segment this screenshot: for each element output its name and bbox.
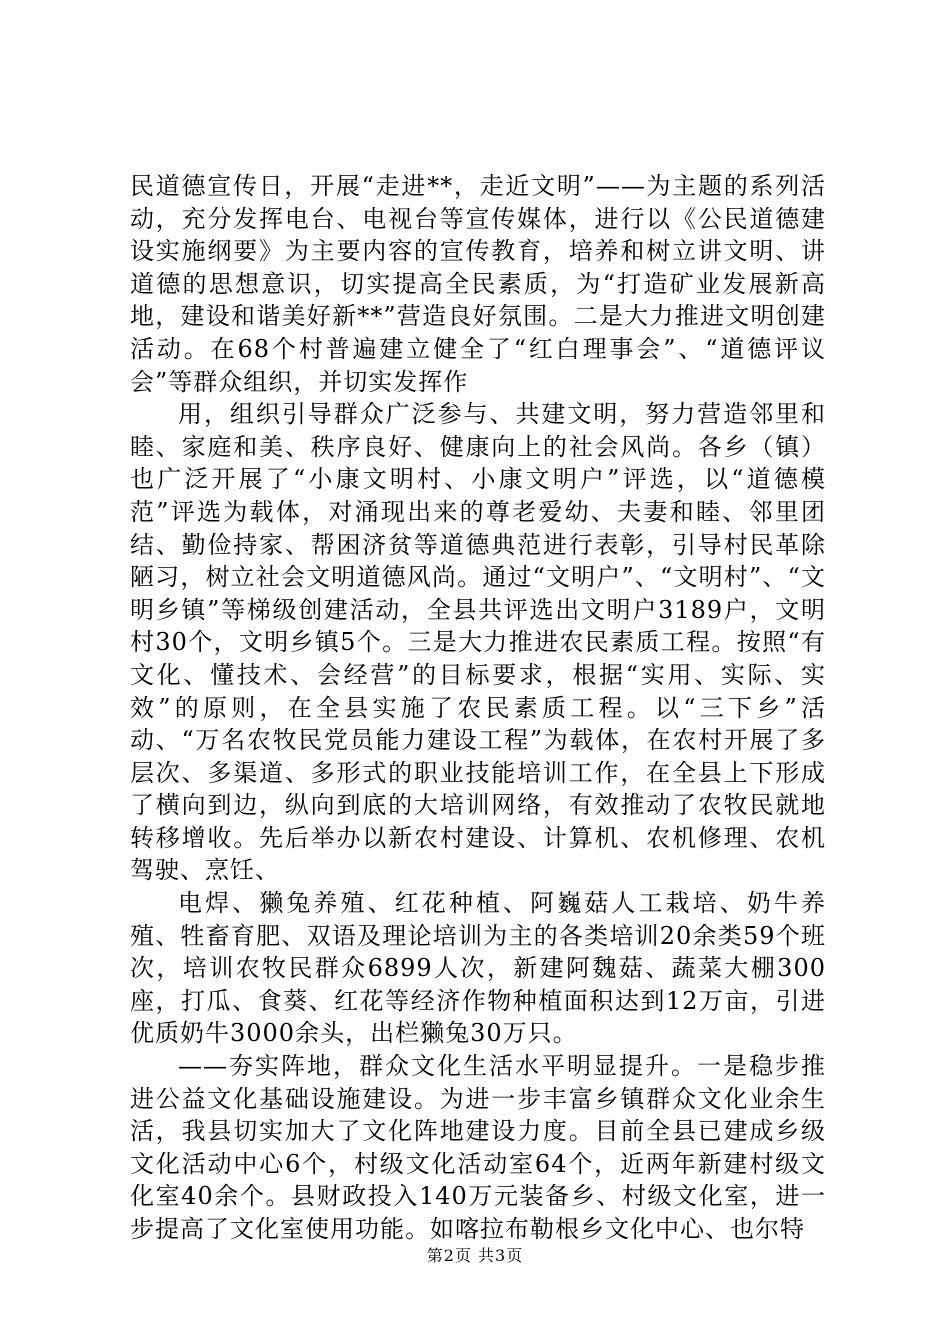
page-footer: 第2页 共3页 — [426, 1246, 524, 1265]
paragraph-4: ——夯实阵地，群众文化生活水平明显提升。一是稳步推进公益文化基础设施建设。为进一步丰富乡镇群众文化业余生活，我县切实加大了文化阵地建设力度。目前全县已建成乡级文化活动中心6个，村级文化活动室64个，近两年新建村级文化室40余个。县财政投入140万元装备乡、村级文化室，进一步提高了文化室使用功能。如喀拉布勒根乡文化中心、也尔特 — [130, 1052, 826, 1243]
paragraph-1: 民道德宣传日，开展“走进**，走近文明”——为主题的系列活动，充分发挥电台、电视台等宣传媒体，进行以《公民道德建设实施纲要》为主要内容的宣传教育，培养和树立讲文明、讲道德的思想意识，切实提高全民素质，为“打造矿业发展新高地，建设和谐美好新**”营造良好氛围。二是大力推进文明创建活动。在68个村普遍建立健全了“红白理事会”、“道德评议会”等群众组织，并切实发挥作 — [130, 172, 826, 396]
body-text — [130, 170, 826, 1246]
paragraph-3: 电焊、獭兔养殖、红花种植、阿巍菇人工栽培、奶牛养殖、牲畜育肥、双语及理论培训为主的各类培训20余类59个班次，培训农牧民群众6899人次，新建阿魏菇、蔬菜大棚300座，打瓜、食葵、红花等经济作物种植面积达到12万亩，引进优质奶牛3000余头，出栏獭兔30万只。 — [130, 889, 826, 1048]
paragraph-2: 用，组织引导群众广泛参与、共建文明，努力营造邻里和睦、家庭和美、秩序良好、健康向上的社会风尚。各乡（镇）也广泛开展了“小康文明村、小康文明户”评选，以“道德模范”评选为载体，对涌现出来的尊老爱幼、夫妻和睦、邻里团结、勤俭持家、帮困济贫等道德典范进行表彰，引导村民革除陋习，树立社会文明道德风尚。通过“文明户”、“文明村”、“文明乡镇”等梯级创建活动，全县共评选出文明户3189户，文明村30个，文明乡镇5个。三是大力推进农民素质工程。按照“有文化、懂技术、会经营”的目标要求，根据“实用、实际、实效”的原则，在全县实施了农民素质工程。以“三下乡”活动、“万名农牧民党员能力建设工程”为载体，在农村开展了多层次、多渠道、多形式的职业技能培训工作，在全县上下形成了横向到边，纵向到底的大培训网络，有效推动了农牧民就地转移增收。先后举办以新农村建设、计算机、农机修理、农机驾驶、烹饪、 — [130, 400, 826, 885]
